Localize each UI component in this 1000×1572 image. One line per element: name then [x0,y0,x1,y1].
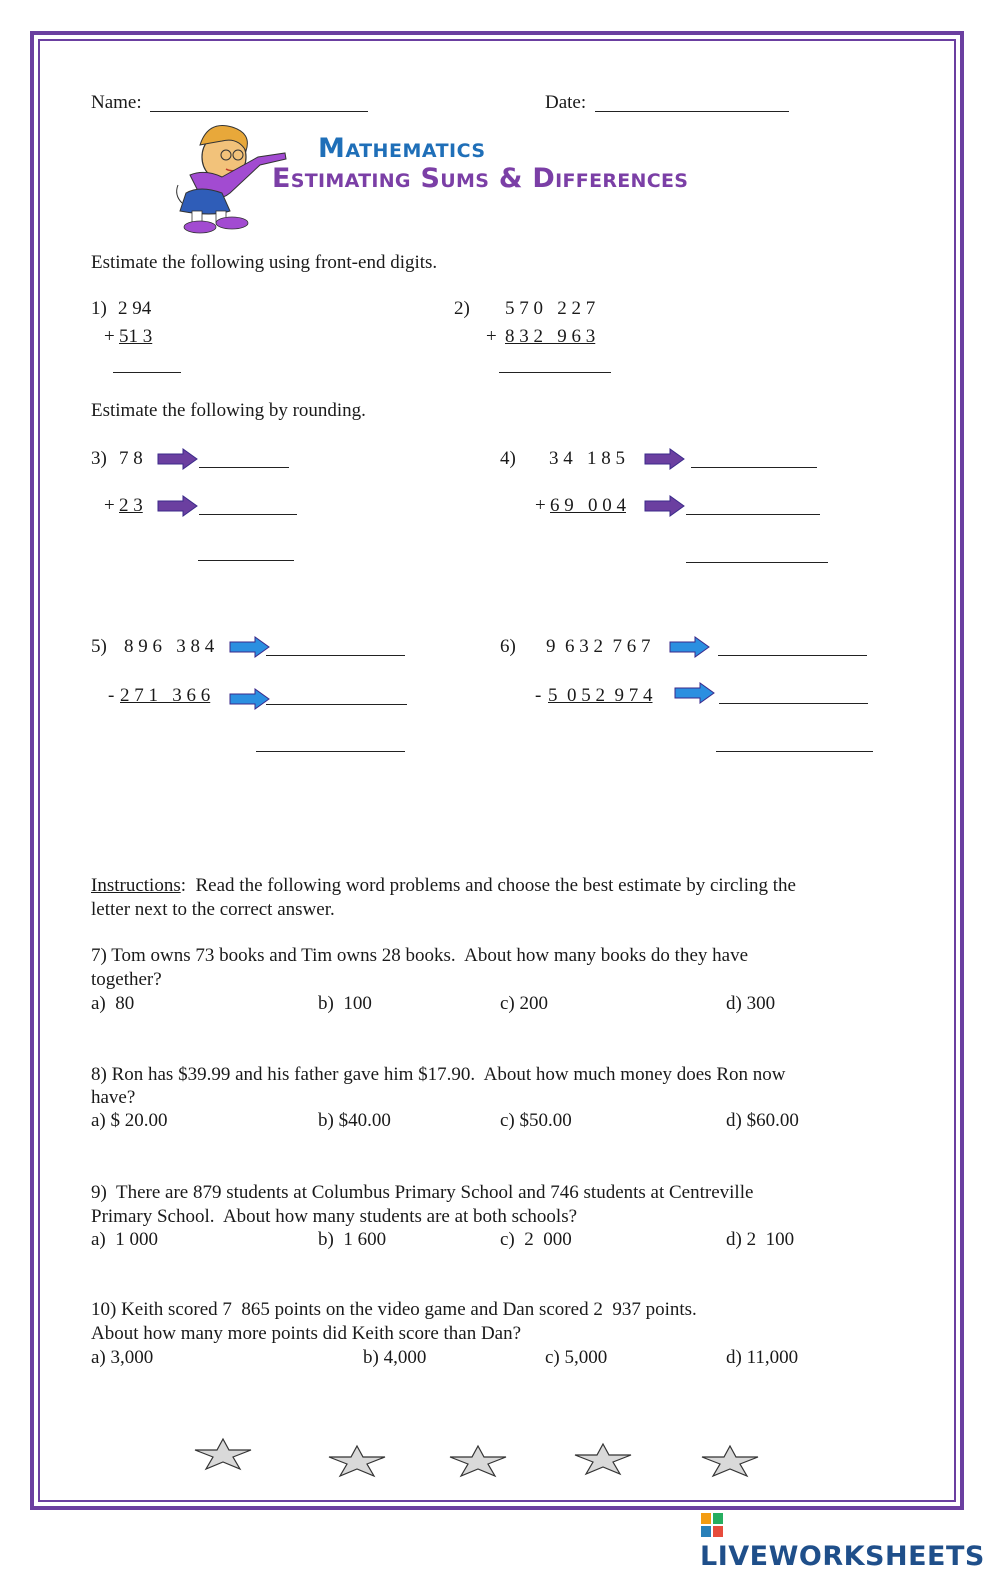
q5-top-blank[interactable] [266,655,405,656]
liveworksheets-logo [700,1510,1000,1572]
q4-answer-blank[interactable] [686,562,828,563]
q4-bottom: 6 9 0 0 4 [550,495,626,516]
q4-top-arrow-icon [644,448,686,470]
wp8-line2: have? [91,1087,136,1108]
q3-answer-blank[interactable] [198,560,294,561]
q6-operator: - [535,685,542,706]
q1-bottom: 51 3 [119,326,153,347]
q2-bottom: 8 3 2 9 6 3 [505,326,596,347]
wp7-line1: 7) Tom owns 73 books and Tim owns 28 books. About how many books do they have [91,945,749,966]
wp10-option-d[interactable]: d) 11,000 [726,1347,799,1368]
q5-number: 5) [91,636,107,657]
date-label: Date: [545,92,587,113]
wp9-line2: Primary School. About how many students are at both schools? [91,1206,578,1227]
q3-bottom-blank[interactable] [199,514,297,515]
q3-operator: + [104,495,115,516]
q6-number: 6) [500,636,516,657]
q4-bottom-arrow-icon [644,495,686,517]
q4-top: 3 4 1 8 5 [549,448,625,469]
star-icon-4 [573,1442,633,1476]
star-icon-3 [448,1444,508,1478]
instructions-label: Instructions [91,875,181,896]
instructions-line1 [91,875,796,897]
q2-top: 5 7 0 2 2 7 [505,298,596,319]
section2-instruction: Estimate the following by rounding. [91,400,366,421]
wp8-line1: 8) Ron has $39.99 and his father gave him $17.90. About how much money does Ron now [91,1064,786,1085]
wp7-option-c[interactable]: c) 200 [500,993,549,1014]
q3-bottom: 2 3 [119,495,143,516]
section1-instruction: Estimate the following using front-end digits. [91,252,438,273]
wp10-option-a[interactable]: a) 3,000 [91,1347,154,1368]
star-icon-1 [193,1437,253,1471]
wp10-option-c[interactable]: c) 5,000 [545,1347,608,1368]
q6-bottom-blank[interactable] [719,703,868,704]
q2-operator: + [486,326,497,347]
name-blank[interactable] [150,111,368,112]
q6-bottom-arrow-icon [674,682,716,704]
wp10-line2: About how many more points did Keith score than Dan? [91,1323,522,1344]
q2-number: 2) [454,298,470,319]
wp9-option-c[interactable]: c) 2 000 [500,1229,572,1250]
wp7-option-b[interactable]: b) 100 [318,993,372,1014]
wp10-option-b[interactable]: b) 4,000 [363,1347,427,1368]
date-blank[interactable] [595,111,789,112]
star-icon-2 [327,1444,387,1478]
wp9-option-d[interactable]: d) 2 100 [726,1229,795,1250]
q3-number: 3) [91,448,107,469]
star-icon-5 [700,1444,760,1478]
q6-answer-blank[interactable] [716,751,873,752]
q6-top-blank[interactable] [718,655,867,656]
q1-answer-blank[interactable] [113,372,181,373]
q4-top-blank[interactable] [691,467,817,468]
q3-bottom-arrow-icon [157,495,199,517]
wp9-option-b[interactable]: b) 1 600 [318,1229,387,1250]
wp7-line2: together? [91,969,162,990]
q5-operator: - [108,685,115,706]
q3-top: 7 8 [119,448,143,469]
wp9-line1: 9) There are 879 students at Columbus Primary School and 746 students at Centreville [91,1182,754,1203]
liveworksheets-logo-text: LIVEWORKSHEETS [700,1541,985,1572]
name-label: Name: [91,92,142,113]
q5-top-arrow-icon [229,636,271,658]
instructions-line2: letter next to the correct answer. [91,899,335,920]
q4-operator: + [535,495,546,516]
q5-top: 8 9 6 3 8 4 [124,636,215,657]
q6-top-arrow-icon [669,636,711,658]
q1-number: 1) [91,298,107,319]
wp8-option-d[interactable]: d) $60.00 [726,1110,799,1131]
q2-answer-blank[interactable] [499,372,611,373]
wp7-option-d[interactable]: d) 300 [726,993,776,1014]
q1-operator: + [104,326,115,347]
q5-answer-blank[interactable] [256,751,405,752]
wp7-option-a[interactable]: a) 80 [91,993,135,1014]
q6-top: 9 6 3 2 7 6 7 [546,636,651,657]
q6-bottom: 5 0 5 2 9 7 4 [548,685,653,706]
wp8-option-c[interactable]: c) $50.00 [500,1110,572,1131]
q1-top: 2 94 [118,298,152,319]
wp8-option-a[interactable]: a) $ 20.00 [91,1110,168,1131]
instructions-text: : Read the following word problems and choose the best estimate by circling the [180,875,796,896]
q5-bottom-arrow-icon [229,688,271,710]
wp8-option-b[interactable]: b) $40.00 [318,1110,391,1131]
wp10-line1: 10) Keith scored 7 865 points on the video game and Dan scored 2 937 points. [91,1299,697,1320]
title-mathematics: Mathematics [318,133,486,164]
q3-top-arrow-icon [157,448,199,470]
q5-bottom-blank[interactable] [266,704,407,705]
q4-bottom-blank[interactable] [686,514,820,515]
liveworksheets-logo-icon [700,1512,724,1538]
q4-number: 4) [500,448,516,469]
wp9-option-a[interactable]: a) 1 000 [91,1229,159,1250]
q5-bottom: 2 7 1 3 6 6 [120,685,211,706]
q3-top-blank[interactable] [199,467,289,468]
title-topic: Estimating Sums & Differences [272,163,689,194]
